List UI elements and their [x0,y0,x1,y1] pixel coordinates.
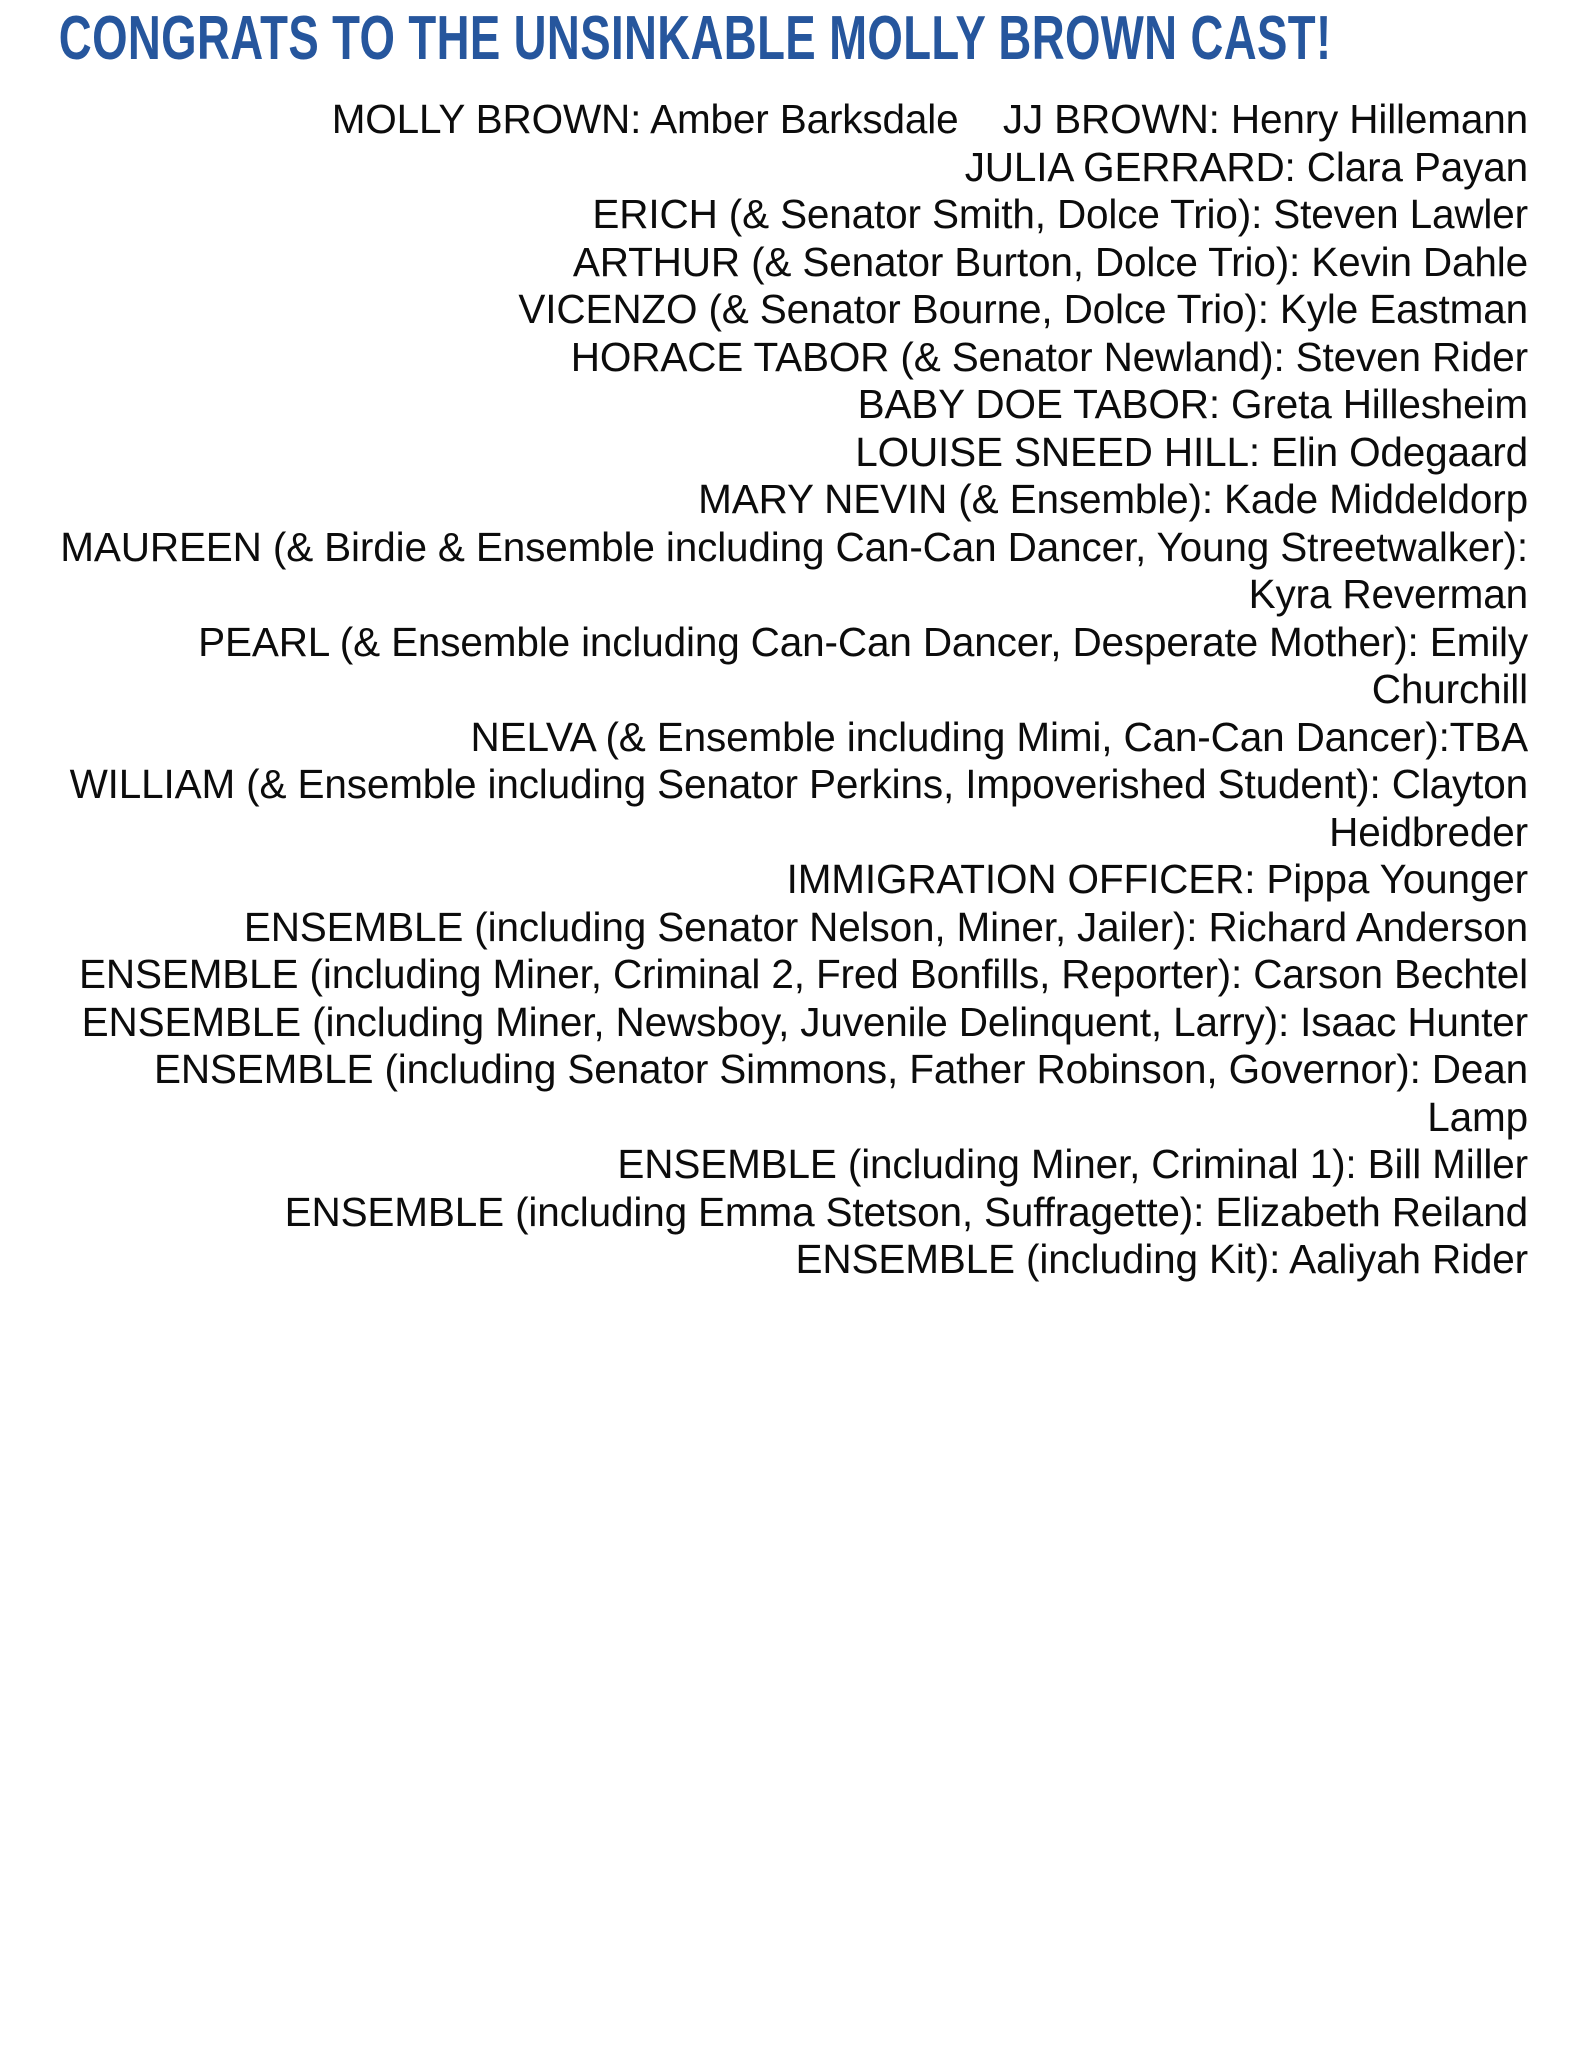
cast-entry: MARY NEVIN (& Ensemble): Kade Middeldorp [698,476,1528,522]
cast-entry: MOLLY BROWN: Amber Barksdale JJ BROWN: Henry Hillemann [331,96,1528,142]
cast-entry: NELVA (& Ensemble including Mimi, Can-Can Dancer):TBA [470,713,1528,760]
page-title: CONGRATS TO THE UNSINKABLE MOLLY BROWN CAST! [58,4,1332,73]
cast-entry: ENSEMBLE (including Kit): Aaliyah Rider [795,1236,1528,1282]
cast-entry: ARTHUR (& Senator Burton, Dolce Trio): Kevin Dahle [572,238,1528,285]
cast-entry: WILLIAM (& Ensemble including Senator Perkins, Impoverished Student): Clayton Heidbreder [69,761,1528,855]
cast-entry: ENSEMBLE (including Senator Simmons, Father Robinson, Governor): Dean Lamp [153,1046,1528,1140]
cast-entry: JULIA GERRARD: Clara Payan [964,143,1528,190]
cast-entry: ERICH (& Senator Smith, Dolce Trio): Steven Lawler [592,191,1528,237]
cast-entry: VICENZO (& Senator Bourne, Dolce Trio): Kyle Eastman [518,286,1528,332]
cast-entry: MAUREEN (& Birdie & Ensemble including Can-Can Dancer, Young Streetwalker): Kyra Reverman [60,523,1528,617]
cast-entry: LOUISE SNEED HILL: Elin Odegaard [855,428,1528,475]
cast-entry: ENSEMBLE (including Senator Nelson, Miner, Jailer): Richard Anderson [243,903,1528,950]
cast-entry: ENSEMBLE (including Miner, Criminal 1): Bill Miller [617,1141,1528,1187]
headline-banner [0,0,1583,78]
cast-entry: ENSEMBLE (including Emma Stetson, Suffragette): Elizabeth Reiland [284,1188,1528,1235]
cast-entry: BABY DOE TABOR: Greta Hillesheim [857,381,1528,427]
cast-entry: HORACE TABOR (& Senator Newland): Steven Rider [570,333,1528,380]
cast-entry: PEARL (& Ensemble including Can-Can Dancer, Desperate Mother): Emily Churchill [198,618,1528,712]
cast-entry: IMMIGRATION OFFICER: Pippa Younger [786,856,1528,902]
cast-entry: ENSEMBLE (including Miner, Criminal 2, Fred Bonfills, Reporter): Carson Bechtel [79,951,1528,997]
cast-entry: ENSEMBLE (including Miner, Newsboy, Juvenile Delinquent, Larry): Isaac Hunter [81,998,1528,1045]
cast-list [58,96,1528,1284]
